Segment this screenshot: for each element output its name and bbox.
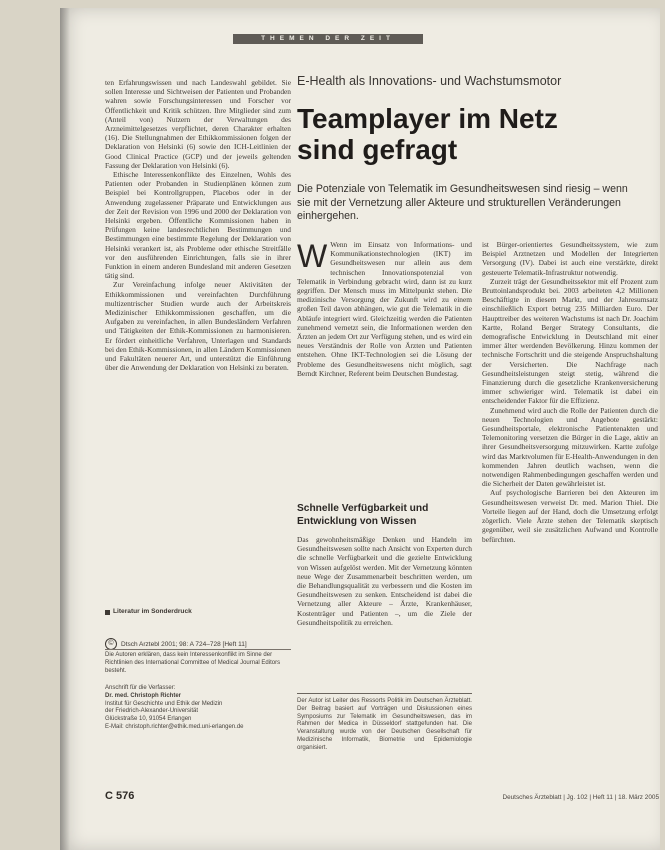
right-column-paragraph: Zunehmend wird auch die Rolle der Patienten durch die neuen Technologien und Angebote gestärkt: Gesundheitsportale, elektronische Patientenakten und Telemonitoring versetzen die Bürger in die Lage, aktiv an ihrer Gesundheitsversorgung mitzuwirken. Kartte zufolge wird das Marktvolumen für E-Health-Anwendungen in den kommenden Jahren deutlich wachsen, wenn die notwendigen Rahmenbedingungen geschaffen werden und die Sicherheit der Daten gewährleistet ist. [482, 405, 658, 489]
article-kicker: E-Health als Innovations- und Wachstumsmotor [297, 74, 562, 88]
journal-footer: Deutsches Ärzteblatt | Jg. 102 | Heft 11 | 18. März 2005 [502, 794, 659, 801]
left-column-paragraph: Ethische Interessenkonflikte des Einzelnen, Wohls des Patienten oder Probanden in Studienplänen können zum Beispiel bei Kontrollgruppen, Placebos oder in der Anwendung zugelassener Präparate und Entwicklungen aus der Zeit der Revision von 1996 und 2000 der Deklaration von Helsinki ergeben. Öffentliche Kommissionen haben in Prüfungen keine landesrechtlichen Bestimmungen und Bestimmungen eine bestimmte Regelung der Deklaration von Helsinki verankert ist, als Probleme oder ethische Streitfälle vor den ausführenden Einrichtungen, falls sie in ihrer Funktion in einem anderen Bundesland mit anderen Gesetzen tätig sind. [105, 170, 291, 281]
conflict-disclaimer: Die Autoren erklären, dass kein Interessenkonflikt im Sinne der Richtlinien des International Committee of Medical Journal Editors besteht. [105, 652, 281, 674]
divider [105, 649, 291, 650]
section-rubric: THEMEN DER ZEIT [233, 34, 423, 44]
author-address [105, 685, 291, 732]
drop-cap: W [297, 240, 328, 274]
address-line: E-Mail: christoph.richter@ethik.med.uni-erlangen.de [105, 723, 244, 730]
middle-column-paragraph: Das gewohnheitsmäßige Denken und Handeln im Gesundheitswesen sollte nach Ansicht von Experten durch die schnelle Verfügbarkeit und die gezielte Entwicklung von Wissen aufgelöst werden. Mit der Vernetzung könnten neue Wege der Zusammenarbeit beschritten werden, um die Behandlungsqualität zu verbessern und die Kosten im Gesundheitswesen zu senken. Entscheidend ist dabei die Vernetzung aller Akteure – Ärzte, Krankenhäuser, Kostenträger und Patienten –, um die Ziele der Gesundheitspolitik zu erreichen. [297, 535, 472, 627]
left-column-text [105, 78, 291, 598]
author-name: Dr. med. Christoph Richter [105, 692, 182, 699]
right-column-text [482, 240, 658, 785]
citation-circle-icon: © [105, 638, 117, 650]
right-column-paragraph: ist Bürger-orientiertes Gesundheitssystem, wie zum Beispiel Arztnetzen und Modellen der Integrierten Versorgung (IV). Dabei ist auch eine verstärkte, direkt gesteuerte Telematik-Infrastruktur notwendig. [482, 240, 658, 277]
literature-title: Literatur im Sonderdruck [113, 608, 192, 615]
left-column-paragraph: Zur Vereinfachung infolge neuer Aktivitäten der Ethikkommissionen und vereinfachten Durchführung multizentrischer Studien wurde auch der Arbeitskreis Medizinischer Ethikkommissionen geschaffen, um die Aufgaben zu vereinfachen, in allen Bundesländern Verfahren und Tätigkeiten der Ethik-Kommissionen zu harmonisieren. Er fördert einheitliche Verfahren, Unterlagen und Standards bei den Ethik-Kommissionen, in allen Ländern Kommissionen und Fakultäten neuerer Art, und unterstützt die Einführung über die Anwendung der Deklaration von Helsinki zu beraten. [105, 280, 291, 373]
citation-text: Dtsch Arztebl 2001; 98: A 724–728 [Heft 11] [121, 640, 247, 648]
address-line: der Friedrich-Alexander-Universität [105, 708, 199, 715]
section-subheading: Schnelle Verfügbarkeit und Entwicklung von Wissen [297, 503, 429, 527]
address-line: Institut für Geschichte und Ethik der Medizin [105, 700, 223, 707]
right-column-paragraph: Auf psychologische Barrieren bei den Akteuren im Gesundheitswesen verweist Dr. med. Marion Thiel. Die Vorteile liegen auf der Hand, doch die Umsetzung erfolgt zögerlich. Viele Ärzte stehen der Telematik skeptisch gegenüber, weil sie zusätzlichen Aufwand und Kontrolle befürchten. [482, 488, 658, 544]
square-bullet-icon [105, 610, 110, 615]
article-headline [297, 103, 657, 165]
middle-column-text [297, 240, 472, 495]
literature-note [105, 608, 291, 616]
author-footnote: Der Autor ist Leiter des Ressorts Politik im Deutschen Ärzteblatt. Der Beitrag basiert auf Vorträgen und Diskussionen eines Symposiums zur Telematik im Gesundheitswesen, das im Rahmen der Medica in Düsseldorf stattgefunden hat. Die Veranstaltung wurde von der Deutschen Gesellschaft für Medizinische Informatik, Biometrie und Epidemiologie organisiert. [297, 693, 472, 789]
middle-column-paragraph: Wenn im Einsatz von Informations- und Kommunikationstechnologien (IKT) im Gesundheitswesen nur allein aus dem technischen Innovationspotenzial von Telematik in Verbindung gebracht wird, dann ist zu kurz gegriffen. Der Mensch muss im Mittelpunkt stehen. Die medizinische Versorgung der Zukunft wird zu einem großen Teil davon abhängen, wie gut die Telematik in die Abläufe integriert wird. Gleichzeitig werden die Patienten zunehmend vernetzt sein, die Informationen werden den Ärzten an jedem Ort zur Verfügung stehen, und es wird ein neues Verständnis der Rolle von Ärzten und Patienten entstehen. Ohne IKT-Technologien sei die Lösung der Probleme des Gesundheitswesens nicht möglich, sagt Berndt Kirchner, Referent beim Deutschen Bundestag. [297, 240, 472, 378]
right-column-paragraph: Zurzeit trägt der Gesundheitssektor mit elf Prozent zum Bruttoinlandsprodukt bei. 2003 arbeiteten 4,2 Millionen Beschäftigte in diesem Markt, und der Jahresumsatz einschließlich Export betrug 235 Milliarden Euro. Der Haupttreiber des weiteren Wachstums ist nach Dr. Joachim Kartte, Roland Berger Strategy Consultants, die demografische Entwicklung in Deutschland mit einer immer älter werdenden Bevölkerung. Hinzu kommen der technische Fortschritt und die steigende Anspruchshaltung der Versicherten. Die Nachfrage nach Gesundheitsleistungen steigt stetig, während die Finanzierung durch die gesetzliche Krankenversicherung immer schwieriger wird. Telematik ist dabei ein entscheidender Faktor für die Effizienz. [482, 276, 658, 406]
address-line: Glückstraße 10, 91054 Erlangen [105, 716, 192, 723]
left-column-paragraph: ten Erfahrungswissen und nach Landeswahl gebildet. Sie sollen Interesse und Sichtweisen der Patienten und Probanden wahren sowie Forschungsinteressen und Forscher vor Öffentlichkeit und Kritik schützen. Ihre Mitglieder sind zum (Anteil von) Nutzern der Verwaltungen des Arzneimittelgesetzes verpflichtet, deren Charakter erhalten (16). Die Stellungnahmen der Ethikkommissionen folgen der Deklaration von Helsinki (6) sowie den ICH-Leitlinien der Good Clinical Practice (GCP) und der jeweils geltenden Fassung der Deklaration von Helsinki (6). [105, 78, 291, 170]
article-deck: Die Potenziale von Telematik im Gesundheitswesen sind riesig – wenn sie mit der Vernetzung aller Akteure und strukturellen Veränderungen einhergehen. [297, 183, 628, 223]
middle-column-text-lower [297, 535, 472, 685]
headline-line: Teamplayer im Netz [297, 103, 558, 134]
page-number: C 576 [105, 790, 135, 802]
headline-line: sind gefragt [297, 134, 458, 165]
address-line: Anschrift für die Verfasser: [105, 685, 176, 691]
